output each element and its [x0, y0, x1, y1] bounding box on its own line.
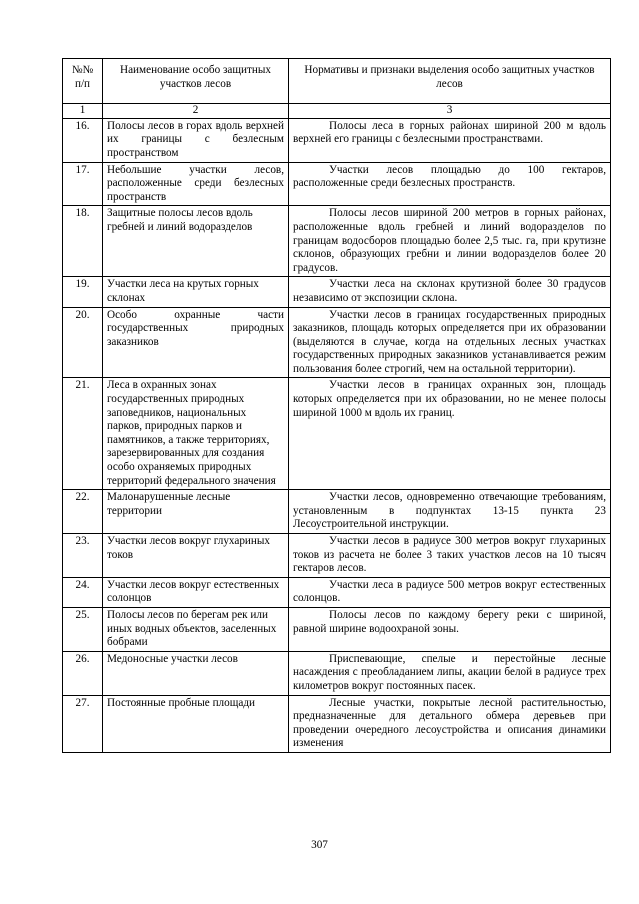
- column-number: 2: [103, 104, 289, 119]
- row-norm: Участки лесов в границах государственных природных заказников, площадь которых определяется при их образовании (выделяются в случае, когда на отдельных лесных участках государственных природных заказников устанавливается режим пользования более строгий, чем на остальной территории).: [289, 307, 611, 378]
- row-name: Полосы лесов по берегам рек или иных водных объектов, заселенных бобрами: [103, 607, 289, 651]
- row-norm: Участки леса в радиусе 500 метров вокруг естественных солонцов.: [289, 577, 611, 607]
- row-norm: Участки леса на склонах крутизной более 30 градусов независимо от экспозиции склона.: [289, 277, 611, 307]
- table-row: [63, 378, 611, 490]
- row-name: Участки лесов вокруг естественных солонцов: [103, 577, 289, 607]
- row-number: 25.: [63, 607, 103, 651]
- row-number: 17.: [63, 162, 103, 206]
- row-number: 21.: [63, 378, 103, 490]
- row-name: Защитные полосы лесов вдоль гребней и линий водоразделов: [103, 206, 289, 277]
- row-norm: Участки лесов в радиусе 300 метров вокруг глухариных токов из расчета не более 3 таких участков лесов на 10 тысяч гектаров лесов.: [289, 534, 611, 578]
- table-row: [63, 651, 611, 695]
- row-norm: Лесные участки, покрытые лесной растительностью, предназначенные для детального обмера деревьев при проведении очередного лесоустройства и описания динамики изменения: [289, 695, 611, 752]
- table-header-row: [63, 59, 611, 104]
- row-norm: Участки лесов площадью до 100 гектаров, расположенные среди безлесных пространств.: [289, 162, 611, 206]
- row-number: 22.: [63, 490, 103, 534]
- row-name: Полосы лесов в горах вдоль верхней их границы с безлесным пространством: [103, 118, 289, 162]
- table-row: [63, 577, 611, 607]
- row-name: Особо охранные части государственных природных заказников: [103, 307, 289, 378]
- table-row: [63, 118, 611, 162]
- row-number: 19.: [63, 277, 103, 307]
- row-name: Небольшие участки лесов, расположенные среди безлесных пространств: [103, 162, 289, 206]
- table-row: [63, 162, 611, 206]
- header-number: №№ п/п: [63, 59, 103, 104]
- column-number: 3: [289, 104, 611, 119]
- protective-forest-table: [62, 58, 611, 753]
- table-row: [63, 490, 611, 534]
- row-number: 26.: [63, 651, 103, 695]
- header-norms: Нормативы и признаки выделения особо защитных участков лесов: [289, 59, 611, 104]
- table-row: [63, 695, 611, 752]
- row-name: Медоносные участки лесов: [103, 651, 289, 695]
- row-number: 16.: [63, 118, 103, 162]
- row-name: Малонарушенные лесные территории: [103, 490, 289, 534]
- column-number-row: [63, 104, 611, 119]
- header-name: Наименование особо защитных участков лесов: [103, 59, 289, 104]
- row-norm: Полосы лесов шириной 200 метров в горных районах, расположенные вдоль гребней и линий водоразделов по границам водосборов площадью более 2,5 тыс. га, при крутизне склонов, образующих гребни и линии водоразделов более 20 градусов.: [289, 206, 611, 277]
- row-norm: Участки лесов в границах охранных зон, площадь которых определяется при их образовании, но не менее полосы шириной 1000 м вдоль их границ.: [289, 378, 611, 490]
- row-number: 20.: [63, 307, 103, 378]
- table-row: [63, 534, 611, 578]
- row-norm: Приспевающие, спелые и перестойные лесные насаждения с преобладанием липы, акации белой в радиусе трех километров вокруг постоянных пасек.: [289, 651, 611, 695]
- row-name: Постоянные пробные площади: [103, 695, 289, 752]
- table-row: [63, 307, 611, 378]
- table-row: [63, 277, 611, 307]
- row-name: Участки лесов вокруг глухариных токов: [103, 534, 289, 578]
- row-name: Леса в охранных зонах государственных природных заповедников, национальных парков, природных парков и памятников, а также территориях, зарезервированных для создания особо охраняемых природных территорий федерального значения: [103, 378, 289, 490]
- page-number: 307: [311, 839, 328, 851]
- row-number: 24.: [63, 577, 103, 607]
- row-number: 23.: [63, 534, 103, 578]
- row-number: 18.: [63, 206, 103, 277]
- table-row: [63, 206, 611, 277]
- column-number: 1: [63, 104, 103, 119]
- row-norm: Участки лесов, одновременно отвечающие требованиям, установленным в подпунктах 13-15 пункта 23 Лесоустроительной инструкции.: [289, 490, 611, 534]
- table-row: [63, 607, 611, 651]
- row-name: Участки леса на крутых горных склонах: [103, 277, 289, 307]
- row-number: 27.: [63, 695, 103, 752]
- row-norm: Полосы леса в горных районах шириной 200 м вдоль верхней его границы с безлесными пространствами.: [289, 118, 611, 162]
- row-norm: Полосы лесов по каждому берегу реки с шириной, равной ширине водоохраной зоны.: [289, 607, 611, 651]
